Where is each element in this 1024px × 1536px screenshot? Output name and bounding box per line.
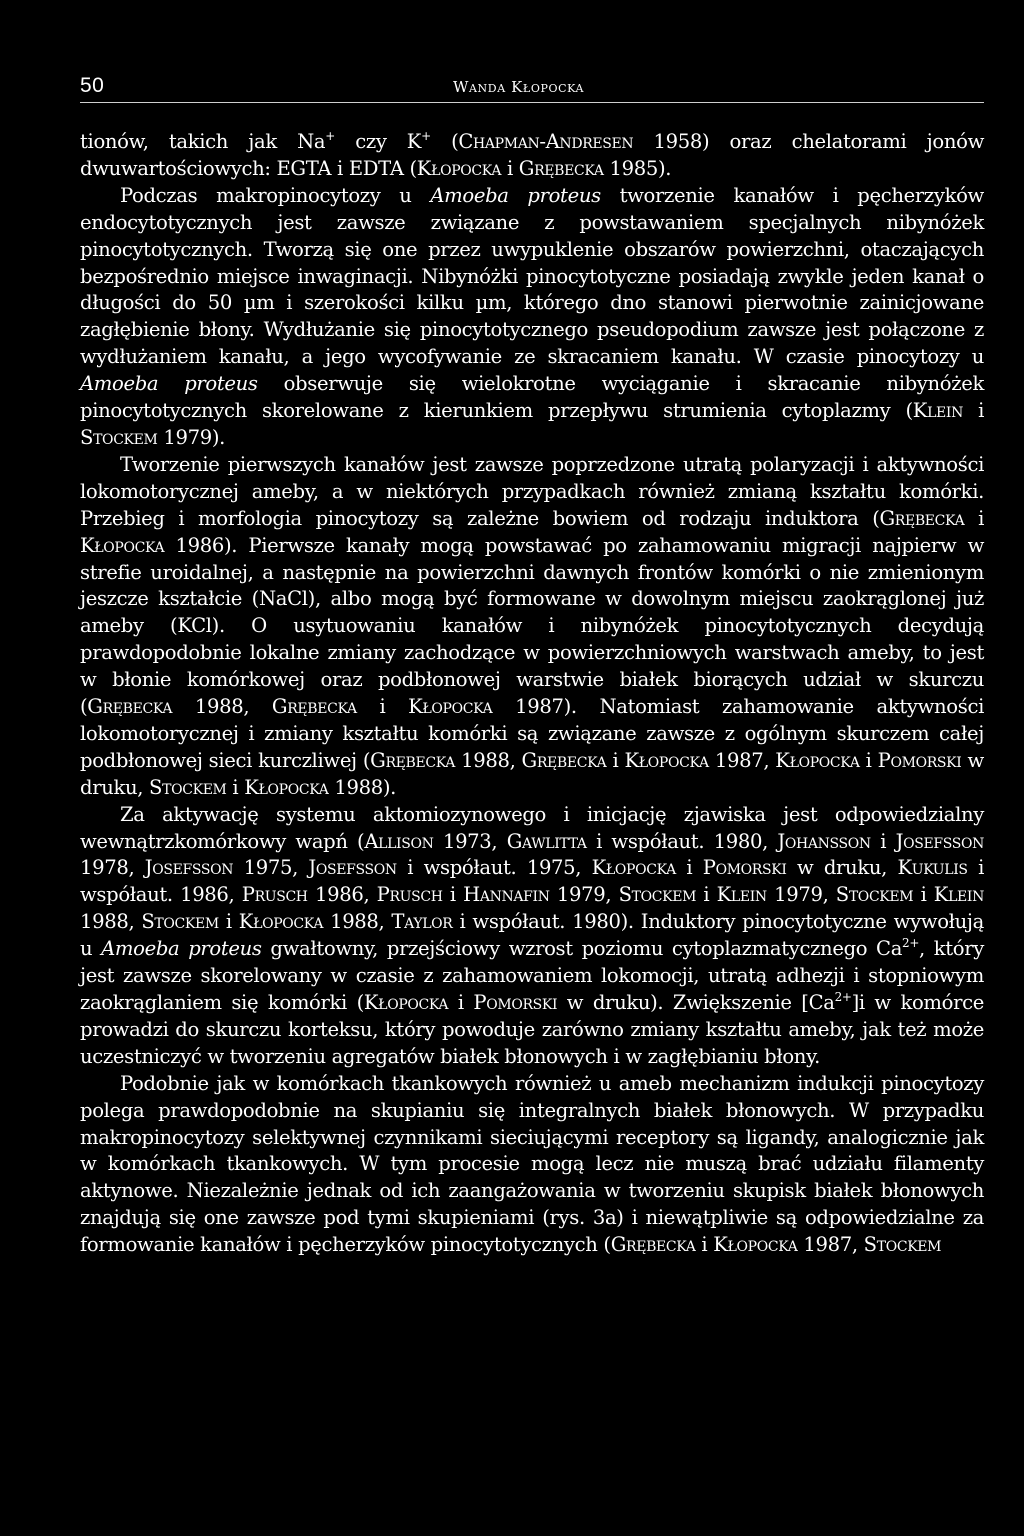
- body-text: [80, 129, 984, 1259]
- paragraph-2: Podczas makropinocytozy u Amoeba proteus tworzenie kanałów i pęcherzyków endocytotycznych jest zawsze związane z powstawaniem specjalnych nibynóżek pinocytotycznych. Tworzą się one przez uwypuklenie obszarów powierzchni, otaczających bezpośrednio miejsce inwaginacji. Nibynóżki pinocytotyczne posiadają zwykle jeden kanał o długości do 50 µm i szerokości kilku µm, którego dno stanowi pierwotnie zainicjowane zagłębienie błony. Wydłużanie się pinocytotycznego pseudopodium zawsze jest połączone z wydłużaniem kanału, a jego wycofywanie ze skracaniem kanału. W czasie pinocytozy u Amoeba proteus obserwuje się wielokrotne wyciąganie i skracanie nibynóżek pinocytotycznych skorelowane z kierunkiem przepływu strumienia cytoplazmy (Klein i Stockem 1979).: [80, 183, 984, 449]
- running-head: Wanda Kłopocka: [453, 78, 585, 96]
- paragraph-3: Tworzenie pierwszych kanałów jest zawsze poprzedzone utratą polaryzacji i aktywności lokomotorycznej ameby, a w niektórych przypadkach również zmianą kształtu komórki. Przebieg i morfologia pinocytozy są zależne bowiem od rodzaju induktora (Grębecka i Kłopocka 1986). Pierwsze kanały mogą powstawać po zahamowaniu migracji najpierw w strefie uroidalnej, a następnie na powierzchni dawnych frontów komórki o nie zmienionym jeszcze kształcie (NaCl), albo mogą być formowane w dowolnym miejscu zaokrąglonej już ameby (KCl). O usytuowaniu kanałów i nibynóżek pinocytotycznych decydują prawdopodobnie lokalne zmiany zachodzące w powierzchniowych warstwach ameby, to jest w błonie komórkowej oraz podbłonowej warstwie białek biorących udział w skurczu (Grębecka 1988, Grębecka i Kłopocka 1987). Natomiast zahamowanie aktywności lokomotorycznej i zmiany kształtu komórki są związane zawsze z ogólnym skurczem całej podbłonowej sieci kurczliwej (Grębecka 1988, Grębecka i Kłopocka 1987, Kłopocka i Pomorski w druku, Stockem i Kłopocka 1988).: [80, 452, 985, 799]
- paragraph-5: Podobnie jak w komórkach tkankowych również u ameb mechanizm indukcji pinocytozy polega prawdopodobnie na skupianiu się integralnych białek błonowych. W przypadku makropinocytozy selektywnej czynnikami sieciującymi receptory są ligandy, analogicznie jak w komórkach tkankowych. W tym procesie mogą lecz nie muszą brać udziału filamenty aktynowe. Niezależnie jednak od ich zaangażowania w tworzeniu skupisk białek błonowych znajdują się one zawsze pod tymi skupieniami (rys. 3a) i niewątpliwie są odpowiedzialne za formowanie kanałów i pęcherzyków pinocytotycznych (Grębecka i Kłopocka 1987, Stockem: [80, 1071, 984, 1257]
- paragraph-4: Za aktywację systemu aktomiozynowego i inicjację zjawiska jest odpowiedzialny wewnątrzkomórkowy wapń (Allison 1973, Gawlitta i współaut. 1980, Johansson i Josefsson 1978, Josefsson 1975, Josefsson i współaut. 1975, Kłopocka i Pomorski w druku, Kukulis i współaut. 1986, Prusch 1986, Prusch i Hannafin 1979, Stockem i Klein 1979, Stockem i Klein 1988, Stockem i Kłopocka 1988, Taylor i współaut. 1980). Induktory pinocytotyczne wywołują u Amoeba proteus gwałtowny, przejściowy wzrost poziomu cytoplazmatycznego $Ca^{2+}$, który jest zawsze skorelowany w czasie z zahamowaniem lokomocji, utratą adhezji i stopniowym zaokrąglaniem się komórki (Kłopocka i Pomorski w druku). Zwiększenie $[Ca^{2+}]i$ w komórce prowadzi do skurczu korteksu, który powoduje zarówno zmiany kształtu ameby, jak też może uczestniczyć w tworzeniu agregatów białek błonowych i w zagłębianiu błony.: [80, 802, 984, 1068]
- page-header: [80, 72, 984, 103]
- paragraph-1: tionów, takich jak Na+ czy K+ (Chapman-Andresen 1958) oraz chelatorami jonów dwuwartościowych: EGTA i EDTA (Kłopocka i Grębecka 1985).: [80, 129, 984, 180]
- page-number: 50: [80, 74, 105, 97]
